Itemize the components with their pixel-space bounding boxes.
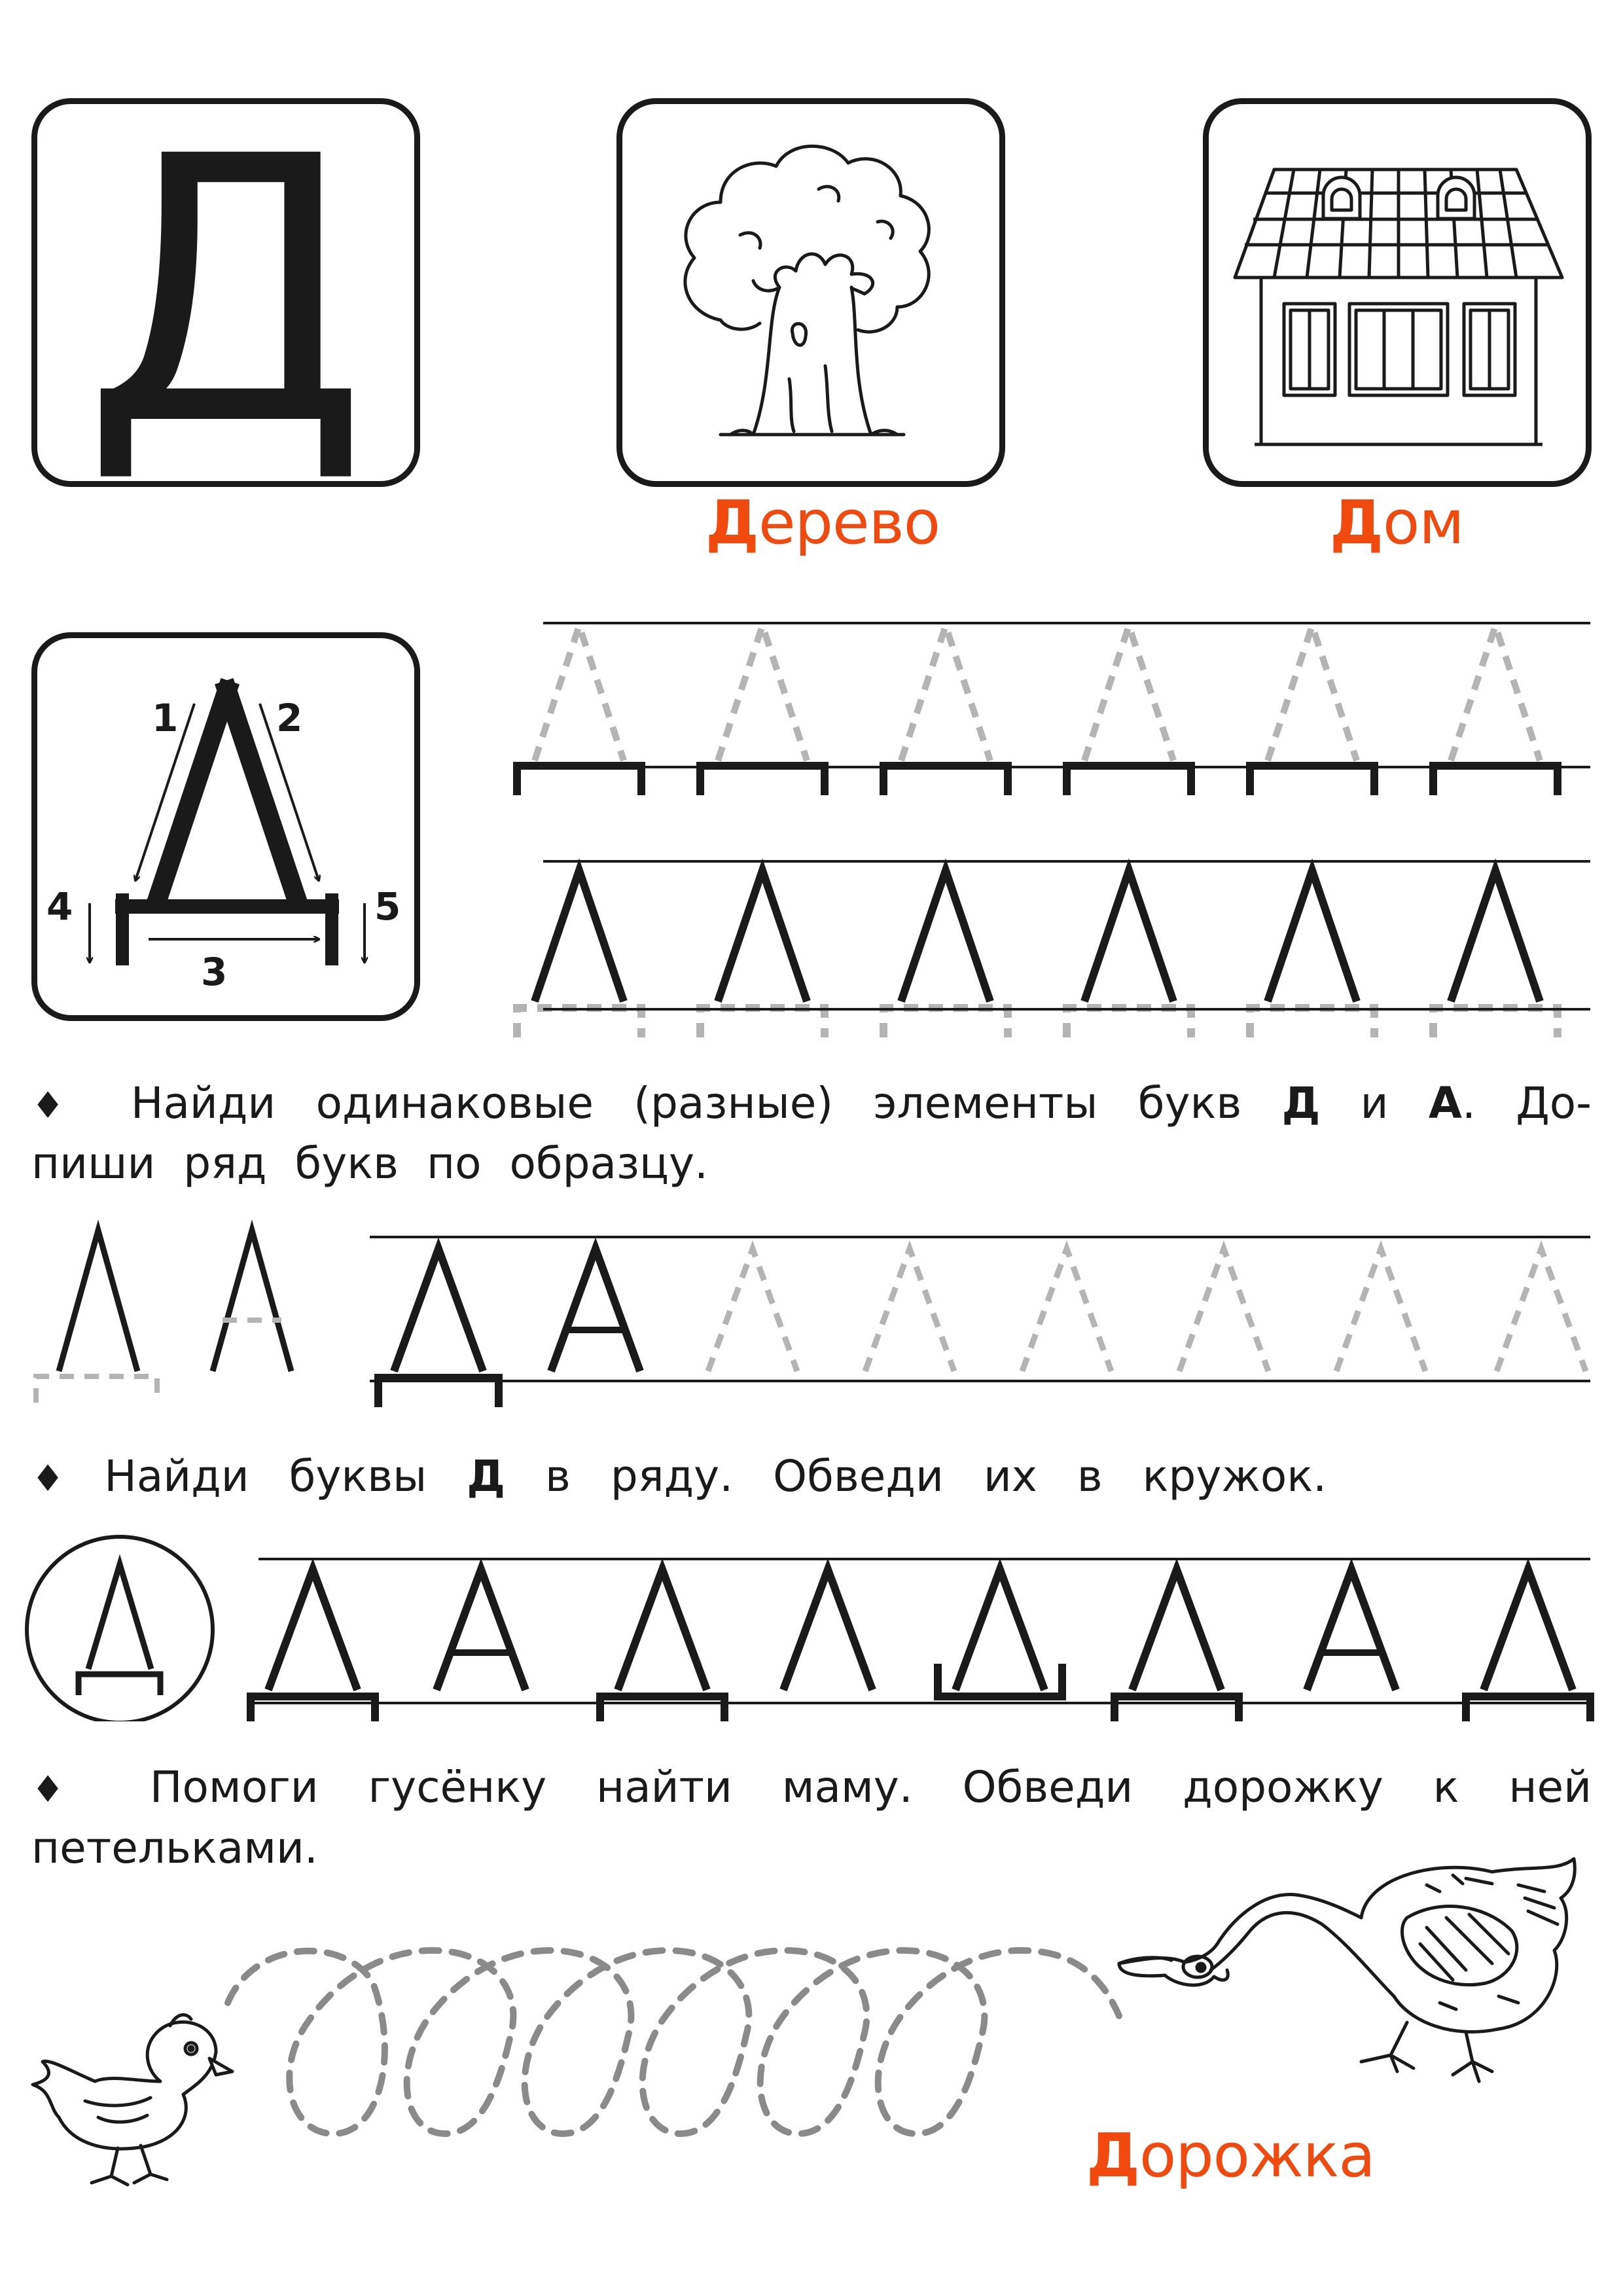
dashed-letter-top-2 xyxy=(718,626,807,761)
task-2-letter-d: Д xyxy=(467,1451,506,1501)
task-2-text-b: в ряду. Обведи их в кружок. xyxy=(545,1451,1327,1501)
sample-lambda xyxy=(59,1230,137,1371)
big-letter: Д xyxy=(82,79,369,506)
house-card xyxy=(1203,98,1592,487)
word-house xyxy=(1330,488,1464,558)
solid-letter-top-3 xyxy=(901,870,990,1001)
dashed-letter-base-3 xyxy=(883,1008,1008,1037)
dashed-letter-4 xyxy=(1179,1249,1268,1371)
row-letter-base-6 xyxy=(1115,1696,1239,1721)
solid-letter-top-5 xyxy=(1268,870,1357,1001)
task-1-line-2: пиши ряд букв по образцу. xyxy=(31,1138,709,1189)
dashed-letter-top-5 xyxy=(1268,626,1357,761)
solid-letter-base-4 xyxy=(1067,766,1191,795)
compare-letters-row xyxy=(0,1217,1623,1427)
solid-letter-base-6 xyxy=(1433,766,1558,795)
task-1-line-1 xyxy=(31,1073,1592,1133)
word-path-rest: орожка xyxy=(1139,2121,1375,2191)
task-1-line-end: . До- xyxy=(1461,1078,1592,1128)
dashed-letter-top-1 xyxy=(535,626,624,761)
example-letter-d-base xyxy=(79,1674,160,1695)
row-letter-5 xyxy=(955,1570,1044,1690)
dashed-letter-1 xyxy=(708,1249,797,1371)
word-path xyxy=(1086,2121,1375,2191)
dashed-letter-2 xyxy=(865,1249,954,1371)
diamond-bullet-icon: ♦ xyxy=(31,1085,91,1127)
tracing-row-2 xyxy=(517,861,1590,1037)
dashed-letter-base-6 xyxy=(1433,1008,1558,1037)
stroke-number-1: 1 xyxy=(152,696,179,740)
dashed-letter-base-2 xyxy=(700,1008,825,1037)
task-1-letter-d: Д xyxy=(1281,1078,1321,1128)
row-letter-4 xyxy=(783,1570,872,1690)
task-2-line xyxy=(31,1446,1327,1506)
stroke-number-4: 4 xyxy=(46,884,73,929)
solid-letter-top-2 xyxy=(718,870,807,1001)
dashed-letter-top-4 xyxy=(1084,626,1173,761)
task-1-conj: и xyxy=(1360,1078,1389,1128)
sample-dashed-base xyxy=(36,1376,157,1403)
example-letter-d-top xyxy=(88,1564,151,1669)
row-letter-base-1 xyxy=(251,1696,375,1721)
loop-path xyxy=(216,1924,1165,2153)
letter-card xyxy=(31,79,420,506)
solid-letter-top-4 xyxy=(1084,870,1173,1001)
dashed-loops[interactable] xyxy=(228,1950,1119,2134)
task-3-text: Помоги гусёнку найти маму. Обведи дорожку к ней xyxy=(149,1762,1592,1812)
solid-letter-top-1 xyxy=(535,870,624,1001)
solid-letter-base-5 xyxy=(1250,766,1374,795)
row-letter-2 xyxy=(437,1570,526,1690)
find-letters-row xyxy=(0,1525,1623,1721)
solid-letter-base-1 xyxy=(517,766,641,795)
word-tree xyxy=(705,488,940,558)
task-3-line-2: петельками. xyxy=(31,1823,318,1873)
word-path-first-letter: Д xyxy=(1086,2121,1139,2191)
task-3-line-1 xyxy=(31,1757,1592,1817)
dashed-letter-top-3 xyxy=(901,626,990,761)
written-letter-d-top xyxy=(394,1249,483,1371)
sample-letter-a xyxy=(213,1230,291,1371)
tracing-practice-rows xyxy=(0,589,1623,1060)
gosling-illustration xyxy=(20,2003,242,2193)
word-tree-rest: ерево xyxy=(758,488,940,558)
row-letter-6 xyxy=(1132,1570,1221,1690)
row-letter-base-8 xyxy=(1466,1696,1590,1721)
row-letter-base-3 xyxy=(600,1696,724,1721)
row-letter-1 xyxy=(268,1570,357,1690)
task-1-text: Найди одинаковые (разные) элементы букв xyxy=(130,1078,1242,1128)
stroke-number-2: 2 xyxy=(276,696,303,740)
row-letter-7 xyxy=(1307,1570,1396,1690)
word-house-first-letter: Д xyxy=(1330,488,1383,558)
diamond-bullet-icon: ♦ xyxy=(31,1458,65,1500)
dashed-letter-base-5 xyxy=(1250,1008,1374,1037)
solid-letter-top-6 xyxy=(1451,870,1540,1001)
dashed-letter-base-1 xyxy=(517,1008,641,1037)
stroke-number-3: 3 xyxy=(201,950,228,994)
goose-illustration xyxy=(1099,1846,1584,2108)
word-tree-first-letter: Д xyxy=(705,488,758,558)
dashed-letter-6 xyxy=(1497,1249,1586,1371)
tree-card xyxy=(616,98,1005,487)
solid-letter-base-3 xyxy=(883,766,1008,795)
dashed-letter-base-4 xyxy=(1067,1008,1191,1037)
diamond-bullet-icon: ♦ xyxy=(31,1768,101,1811)
dashed-letter-top-6 xyxy=(1451,626,1540,761)
tree-illustration xyxy=(622,104,999,481)
dashed-letter-5 xyxy=(1336,1249,1425,1371)
word-house-rest: ом xyxy=(1382,488,1464,558)
row-letter-8 xyxy=(1484,1570,1573,1690)
stroke-number-5: 5 xyxy=(374,884,401,929)
task-1-letter-a: А xyxy=(1428,1078,1462,1128)
task-2-text-a: Найди буквы xyxy=(104,1451,427,1501)
written-letter-a xyxy=(551,1249,640,1371)
tracing-row-1 xyxy=(517,623,1590,795)
row-letter-3 xyxy=(618,1570,707,1690)
house-illustration xyxy=(1209,104,1586,481)
dashed-letter-3 xyxy=(1022,1249,1111,1371)
solid-letter-base-2 xyxy=(700,766,825,795)
